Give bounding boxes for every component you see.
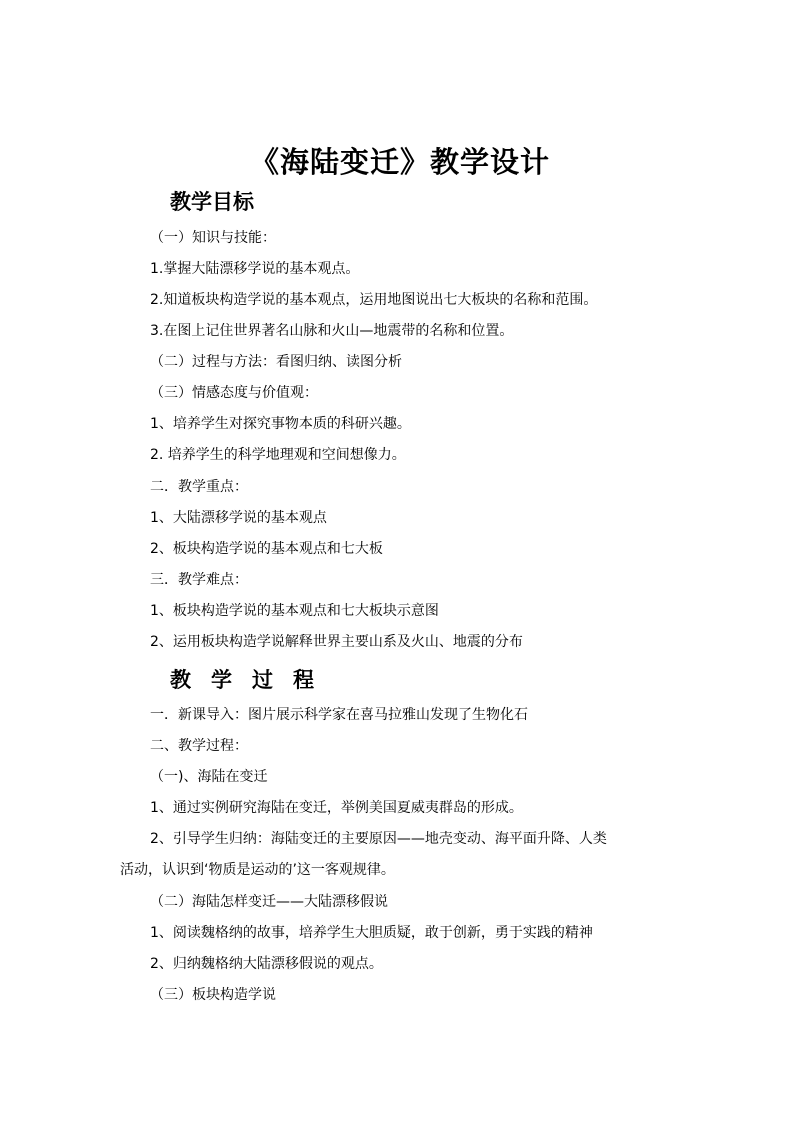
paragraph-line: （三）情感态度与价值观： — [150, 385, 318, 401]
paragraph-line: （二）海陆怎样变迁——大陆漂移假说 — [150, 894, 388, 910]
paragraph-line: 三．教学难点： — [150, 572, 248, 588]
paragraph-line: 二、教学过程： — [150, 738, 248, 754]
paragraph-line: 1、大陆漂移学说的基本观点 — [150, 510, 327, 526]
paragraph-line: 1.掌握大陆漂移学说的基本观点。 — [150, 261, 360, 277]
paragraph-line: 2、板块构造学说的基本观点和七大板 — [150, 541, 383, 557]
document-title: 《海陆变迁》教学设计 — [249, 145, 550, 179]
paragraph-line: （一)、海陆在变迁 — [150, 769, 268, 785]
paragraph-line: 1、通过实例研究海陆在变迁，举例美国夏威夷群岛的形成。 — [150, 800, 523, 816]
paragraph-line: （三）板块构造学说 — [150, 987, 276, 1003]
paragraph-line: 2、运用板块构造学说解释世界主要山系及火山、地震的分布 — [150, 634, 523, 650]
paragraph-line: 1、板块构造学说的基本观点和七大板块示意图 — [150, 603, 439, 619]
paragraph-line: 2、归纳魏格纳大陆漂移假说的观点。 — [150, 956, 383, 972]
paragraph-line: 2. 培养学生的科学地理观和空间想像力。 — [150, 447, 406, 463]
paragraph-line: 2.知道板块构造学说的基本观点，运用地图说出七大板块的名称和范围。 — [150, 292, 598, 308]
paragraph-line: 一．新课导入：图片展示科学家在喜马拉雅山发现了生物化石 — [150, 707, 528, 723]
paragraph-line: 1、培养学生对探究事物本质的科研兴趣。 — [150, 416, 411, 432]
section-heading-goals: 教学目标 — [170, 190, 254, 214]
paragraph-line: 2、引导学生归纳：海陆变迁的主要原因——地壳变动、海平面升降、人类 — [150, 831, 607, 847]
paragraph-line: 二．教学重点： — [150, 479, 248, 495]
paragraph-line: 1、阅读魏格纳的故事，培养学生大胆质疑，敢于创新，勇于实践的精神 — [150, 925, 593, 941]
paragraph-line: 活动，认识到‘物质是运动的’这一客观规律。 — [120, 862, 395, 878]
paragraph-line: 3.在图上记住世界著名山脉和火山—地震带的名称和位置。 — [150, 323, 514, 339]
paragraph-line: （一）知识与技能： — [150, 230, 276, 246]
paragraph-line: （二）过程与方法：看图归纳、读图分析 — [150, 354, 402, 370]
section-heading-process: 教学过程 — [170, 668, 334, 692]
